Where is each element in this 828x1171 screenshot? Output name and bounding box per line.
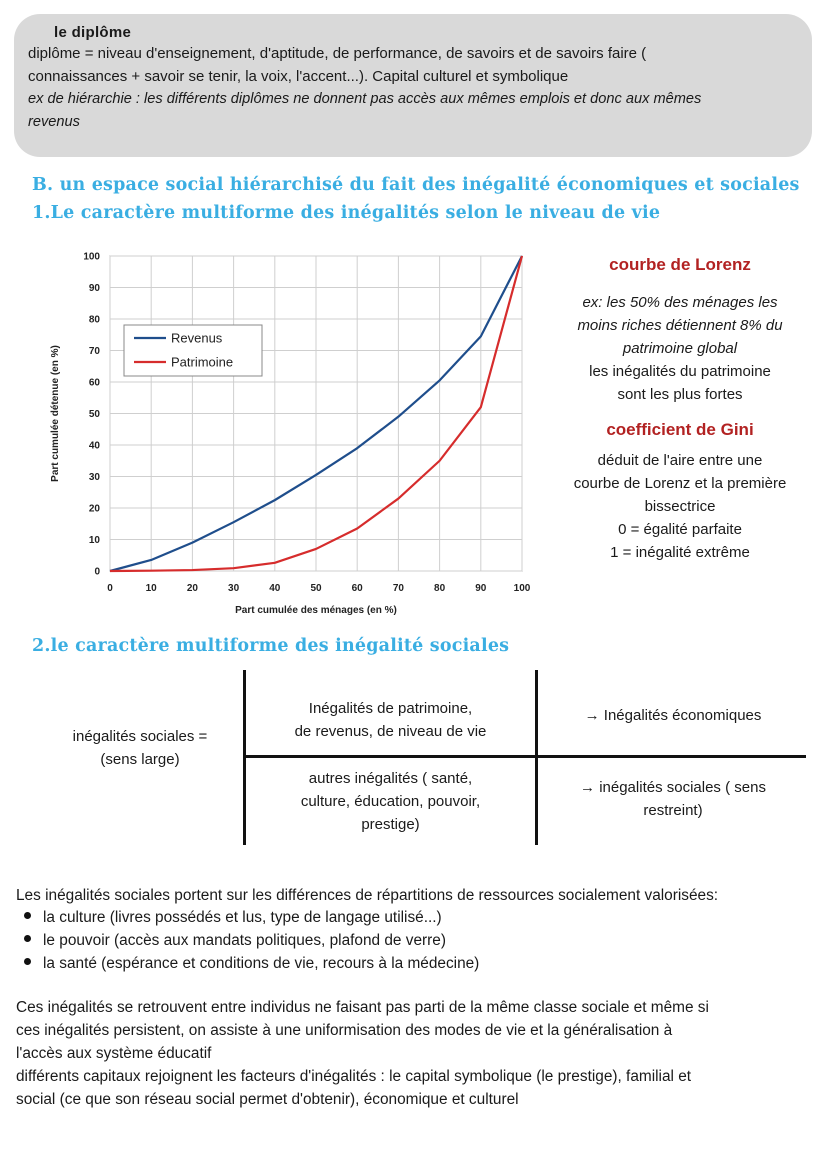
lorenz-note-1: les inégalités du patrimoine [589,363,771,380]
y-tick-label: 0 [94,566,100,578]
list-item [24,929,446,952]
x-tick-label: 10 [145,583,157,594]
lorenz-chart-svg [44,244,544,624]
table-hline [243,755,806,758]
lorenz-example-3: patrimoine global [622,340,738,357]
paragraph-line: ces inégalités persistent, on assiste à une uniformisation des modes de vie et la généralisation à [16,1022,673,1039]
paragraph-line: social (ce que son réseau social permet d'obtenir), économique et culturel [16,1091,519,1108]
gini-line-4: 0 = égalité parfaite [618,521,742,538]
table-r2c2-line-2: restreint) [643,802,703,819]
table-r2c1-line-3: prestige) [361,816,420,833]
heading-section-1: 1.Le caractère multiforme des inégalités selon le niveau de vie [32,203,661,223]
x-tick-label: 0 [107,583,113,594]
lorenz-chart [44,244,544,624]
lorenz-title: courbe de Lorenz [609,255,751,274]
x-tick-label: 20 [186,583,198,594]
gini-line-3: bissectrice [644,498,716,515]
bullet-icon [24,958,31,965]
table-r1c1 [246,697,535,743]
table-r1c1-line-2: de revenus, de niveau de vie [294,723,487,740]
legend-label: Patrimoine [171,354,234,370]
y-tick-label: 80 [88,314,100,326]
heading-b: B. un espace social hiérarchisé du fait des inégalité économiques et sociales [32,175,800,195]
gini-notes [545,418,815,564]
gini-title: coefficient de Gini [606,420,754,439]
paragraph-line: l'accès aux système éducatif [16,1045,212,1062]
table-left-line-2: (sens large) [100,751,180,768]
box-line-2: connaissances + savoir se tenir, la voix, l'accent...). Capital culturel et symbolique [28,68,569,85]
x-tick-label: 90 [475,583,487,594]
box-title: le diplôme [54,24,132,41]
list-item-text: le pouvoir (accès aux mandats politiques, plafond de verre) [43,932,446,949]
table-r2c1-line-2: culture, éducation, pouvoir, [300,793,481,810]
x-tick-label: 60 [351,583,363,594]
y-tick-label: 100 [83,251,100,263]
lorenz-example-1: ex: les 50% des ménages les [582,294,778,311]
list-item [24,952,479,975]
table-left-label [40,725,240,771]
y-tick-label: 60 [88,377,100,389]
box-line-1: diplôme = niveau d'enseignement, d'aptitude, de performance, de savoirs et de savoirs faire ( [28,45,647,62]
y-tick-label: 90 [88,283,100,294]
gini-line-2: courbe de Lorenz et la première [573,475,787,492]
table-r2c2-line-1: → inégalités sociales ( sens [580,779,766,796]
y-tick-label: 50 [88,409,100,420]
box-line-4: revenus [28,114,80,130]
list-item-text: la culture (livres possédés et lus, type de langage utilisé...) [43,909,442,926]
lorenz-notes [545,253,815,406]
x-tick-label: 70 [392,583,404,594]
lorenz-example-2: moins riches détiennent 8% du [577,317,783,334]
y-tick-label: 20 [88,503,100,515]
x-axis-label: Part cumulée des ménages (en %) [235,605,397,616]
box-line-3: ex de hiérarchie : les différents diplômes ne donnent pas accès aux mêmes emplois et donc aux mêmes [28,91,702,107]
paragraph-line: différents capitaux rejoignent les facteurs d'inégalités : le capital symbolique (le prestige), familial et [16,1068,692,1085]
y-axis-label: Part cumulée détenue (en %) [50,345,61,482]
list-item-text: la santé (espérance et conditions de vie, recours à la médecine) [43,955,480,972]
definition-box [14,14,812,157]
x-tick-label: 40 [269,583,281,594]
lorenz-note-2: sont les plus fortes [617,386,743,403]
x-tick-label: 30 [228,583,240,594]
y-tick-label: 10 [88,535,100,546]
table-r1c2 [538,704,808,727]
x-tick-label: 80 [434,583,446,594]
table-r2c1 [246,767,535,836]
x-tick-label: 100 [513,583,531,594]
table-left-line-1: inégalités sociales = [72,728,208,745]
table-r1c1-line-1: Inégalités de patrimoine, [308,700,473,717]
bullet-icon [24,912,31,919]
legend-label: Revenus [171,330,223,346]
y-tick-label: 70 [88,346,100,357]
table-r2c1-line-1: autres inégalités ( santé, [308,770,473,787]
heading-section-2: 2.le caractère multiforme des inégalité sociales [32,636,510,656]
y-tick-label: 40 [88,440,100,452]
table-r1c2-line-1: → Inégalités économiques [584,707,762,724]
table-r2c2 [538,776,808,822]
gini-line-1: déduit de l'aire entre une [597,452,763,469]
paragraph-line: Ces inégalités se retrouvent entre individus ne faisant pas parti de la même classe sociale et même si [16,999,709,1016]
paragraph-1 [16,996,816,1111]
gini-line-5: 1 = inégalité extrême [610,544,750,561]
list-item [24,906,442,929]
y-tick-label: 30 [88,472,100,483]
bullet-icon [24,935,31,942]
x-tick-label: 50 [310,583,322,594]
intro-text: Les inégalités sociales portent sur les différences de répartitions de ressources socialement valorisées: [16,887,719,904]
